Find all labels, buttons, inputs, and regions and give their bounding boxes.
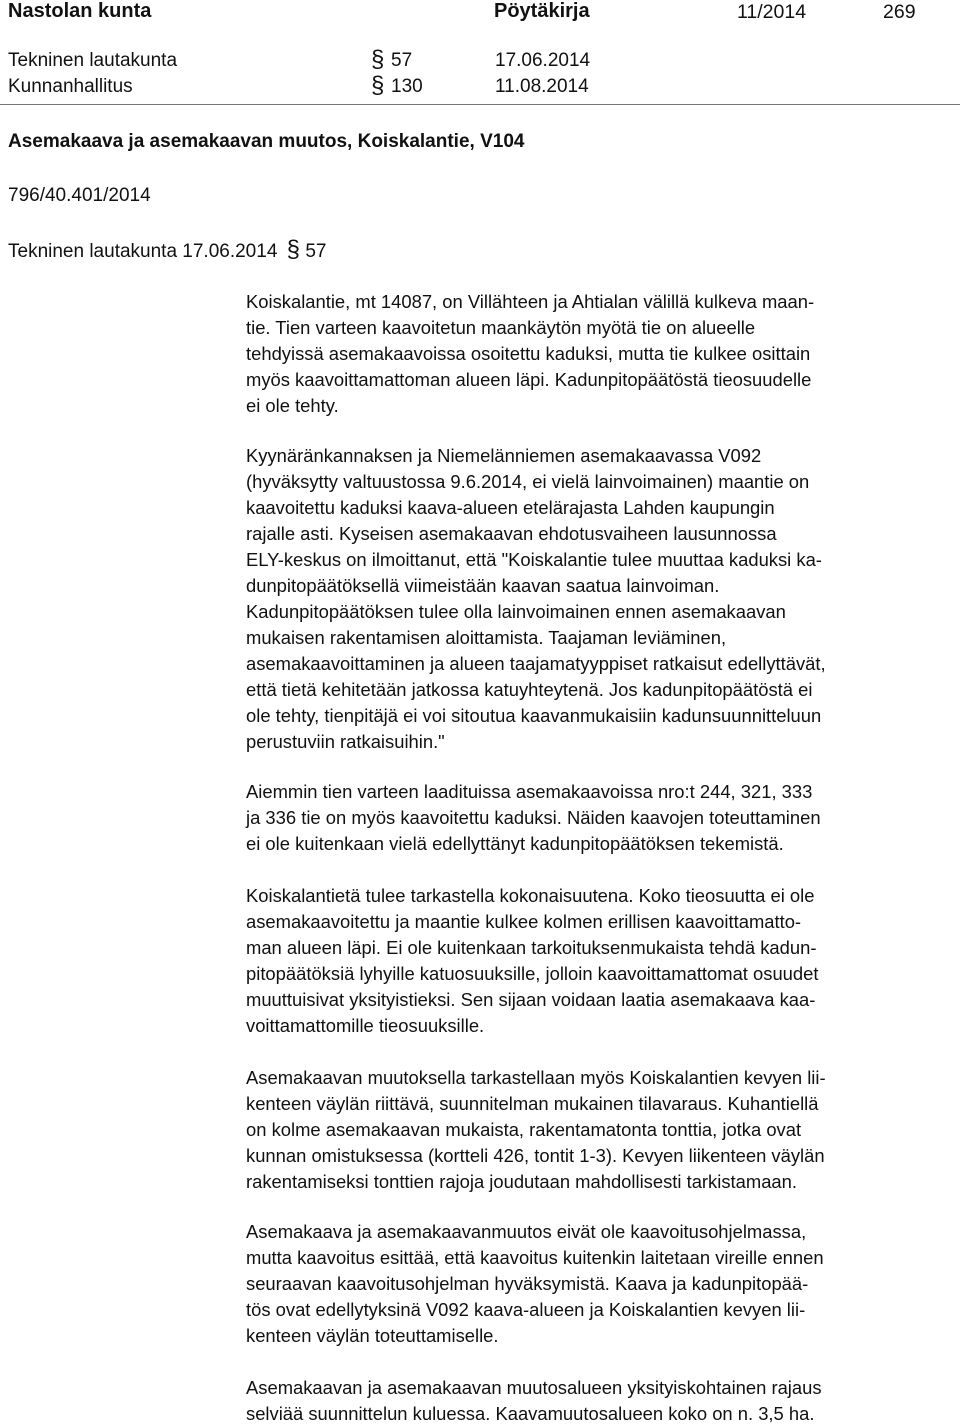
text-line: dunpitopäätöksellä viimeistään kaavan saatua lainvoiman. [246, 575, 720, 596]
text-line: ei ole kuitenkaan vielä edellyttänyt kadunpitopäätöksen tekemistä. [246, 833, 784, 854]
body-name: Kunnanhallitus [8, 76, 133, 97]
text-line: on kolme asemakaavan mukaista, rakentamatonta tonttia, jotka ovat [246, 1119, 802, 1140]
section-symbol-icon: § [286, 236, 301, 263]
text-line: perustuviin ratkaisuihin." [246, 731, 445, 752]
text-line: ja 336 tie on myös kaavoitettu kaduksi. Näiden kaavojen toteuttaminen [246, 807, 821, 828]
text-line: tehdyissä asemakaavoissa osoitettu kaduksi, mutta tie kulkee osittain [246, 343, 811, 364]
text-line: että tietä kehitetään jatkossa katuyhteytenä. Jos kadunpitopäätöstä ei [246, 679, 813, 700]
document-number: 11/2014 [737, 1, 807, 23]
diary-number: 796/40.401/2014 [8, 185, 151, 206]
page-number: 269 [883, 1, 916, 23]
meeting-date: 17.06.2014 [495, 50, 591, 71]
text-line: asemakaavoitettu ja maantie kulkee kolmen erillisen kaavoittamatto- [246, 911, 802, 932]
paragraph [246, 289, 954, 419]
text-line: (hyväksytty valtuustossa 9.6.2014, ei vielä lainvoimainen) maantie on [246, 471, 810, 492]
text-line: voittamattomille tieosuuksille. [246, 1015, 485, 1036]
document-type: Pöytäkirja [494, 0, 590, 22]
body-text [246, 289, 954, 419]
text-line: ole tehty, tienpitäjä ei voi sitoutua kaavanmukaisiin kadunsuunnitteluun [246, 705, 822, 726]
text-line: kenteen väylän toteuttamiselle. [246, 1325, 499, 1346]
text-line: mukaisen rakentamisen aloittamista. Taajaman leviäminen, [246, 627, 727, 648]
municipality-name: Nastolan kunta [8, 0, 152, 22]
text-line: Asemakaavan muutoksella tarkastellaan myös Koiskalantien kevyen lii- [246, 1067, 826, 1088]
paragraph [246, 1375, 954, 1427]
section-number: 57 [391, 50, 413, 71]
text-line: kaavoitettu kaduksi kaava-alueen etelärajasta Lahden kaupungin [246, 497, 775, 518]
meeting-date: 11.08.2014 [495, 76, 589, 97]
text-line: Koiskalantie, mt 14087, on Villähteen ja Ahtialan välillä kulkeva maan- [246, 291, 815, 312]
body-text [246, 443, 954, 755]
text-line: rakentamiseksi tonttien rajoja joudutaan mahdollisesti tarkistamaan. [246, 1171, 797, 1192]
text-line: tie. Tien varteen kaavoitetun maankäytön myötä tie on alueelle [246, 317, 756, 338]
body-text [246, 779, 954, 857]
text-line: mutta kaavoitus esittää, että kaavoitus kuitenkin laitetaan vireille ennen [246, 1247, 824, 1268]
text-line: ELY-keskus on ilmoittanut, että "Koiskalantie tulee muuttaa kaduksi ka- [246, 549, 822, 570]
text-line: kenteen väylän riittävä, suunnitelman mukainen tilavaraus. Kuhantiellä [246, 1093, 819, 1114]
paragraph [246, 779, 954, 857]
text-line: Koiskalantietä tulee tarkastella kokonaisuutena. Koko tieosuutta ei ole [246, 885, 815, 906]
section-symbol-icon: § [371, 46, 385, 73]
text-line: man alueen läpi. Ei ole kuitenkaan tarkoituksenmukaista tehdä kadun- [246, 937, 817, 958]
text-line: selviää suunnittelun kuluessa. Kaavamuutosalueen koko on n. 3,5 ha. [246, 1403, 815, 1424]
body-text [246, 1065, 954, 1195]
text-line: Kadunpitopäätöksen tulee olla lainvoimainen ennen asemakaavan [246, 601, 786, 622]
text-line: Asemakaava ja asemakaavanmuutos eivät ole kaavoitusohjelmassa, [246, 1221, 807, 1242]
text-line: Asemakaavan ja asemakaavan muutosalueen yksityiskohtainen rajaus [246, 1377, 822, 1398]
body-name: Tekninen lautakunta [8, 50, 178, 71]
text-line: Aiemmin tien varteen laadituissa asemakaavoissa nro:t 244, 321, 333 [246, 781, 813, 802]
body-text [246, 1219, 954, 1349]
text-line: asemakaavoittaminen ja alueen taajamatyyppiset ratkaisut edellyttävät, [246, 653, 826, 674]
paragraph [246, 1065, 954, 1195]
text-line: seuraavan kaavoitusohjelman hyväksymistä. Kaava ja kadunpitopää- [246, 1273, 809, 1294]
header-divider [0, 104, 960, 105]
text-line: pitopäätöksiä lyhyille katuosuuksille, jolloin kaavoittamattomat osuudet [246, 963, 819, 984]
meeting-reference [8, 238, 326, 263]
text-line: myös kaavoittamattoman alueen läpi. Kadunpitopäätöstä tieosuudelle [246, 369, 812, 390]
text-line: kunnan omistuksessa (kortteli 426, tontit 1-3). Kevyen liikenteen väylän [246, 1145, 825, 1166]
item-title: Asemakaava ja asemakaavan muutos, Koiskalantie, V104 [8, 131, 525, 152]
body-text [246, 883, 954, 1039]
text-line: tös ovat edellytyksinä V092 kaava-alueen ja Koiskalantien kevyen lii- [246, 1299, 806, 1320]
text-line: Kyynäränkannaksen ja Niemelänniemen asemakaavassa V092 [246, 445, 762, 466]
section-number: 57 [305, 241, 327, 262]
meeting-reference-text: Tekninen lautakunta 17.06.2014 [8, 241, 278, 262]
text-line: rajalle asti. Kyseisen asemakaavan ehdotusvaiheen lausunnossa [246, 523, 777, 544]
text-line: ei ole tehty. [246, 395, 339, 416]
text-line: muuttuisivat yksityistieksi. Sen sijaan voidaan laatia asemakaava kaa- [246, 989, 816, 1010]
paragraph [246, 1219, 954, 1349]
paragraph [246, 883, 954, 1039]
section-number: 130 [391, 76, 423, 97]
body-text [246, 1375, 954, 1427]
paragraph [246, 443, 954, 755]
section-symbol-icon: § [371, 72, 385, 99]
